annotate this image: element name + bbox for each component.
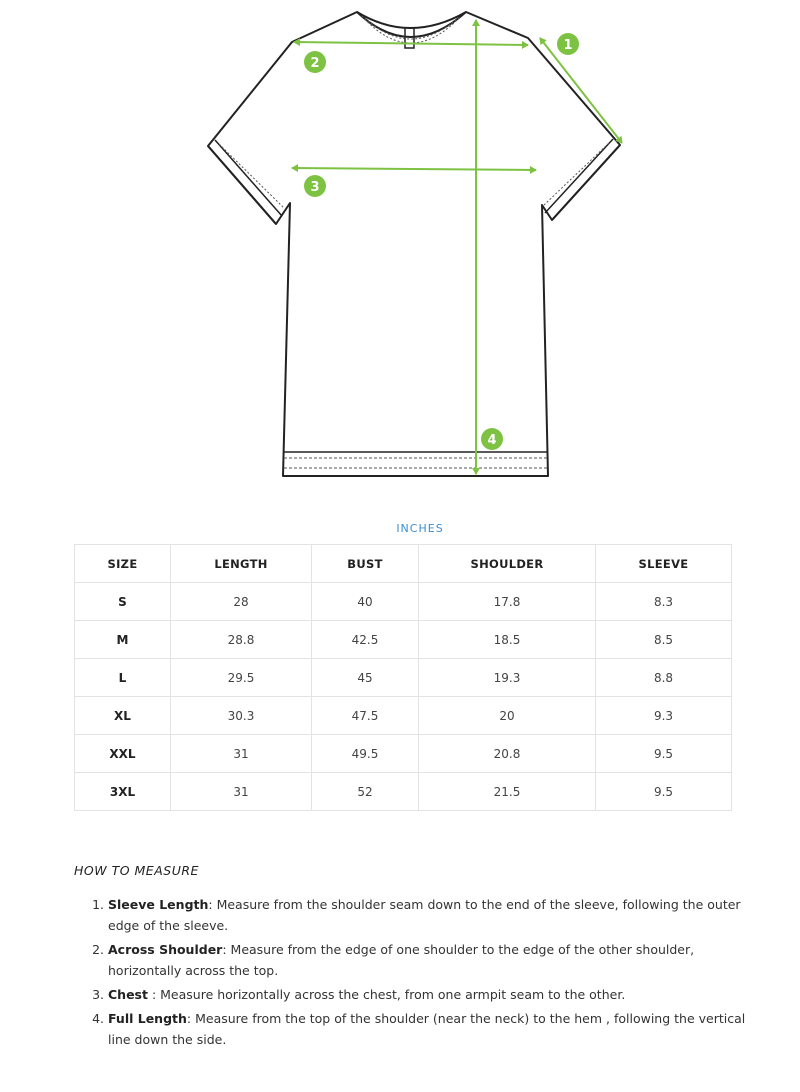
tshirt-diagram-svg	[0, 0, 800, 500]
size-cell: 3XL	[75, 773, 171, 811]
sleeve-cell: 9.5	[596, 773, 732, 811]
unit-label: INCHES	[396, 522, 444, 535]
step-term: Across Shoulder	[108, 942, 223, 957]
step-separator: :	[186, 1011, 196, 1026]
length-cell: 28.8	[171, 621, 312, 659]
header-sleeve: SLEEVE	[596, 545, 732, 583]
sleeve-cell: 8.8	[596, 659, 732, 697]
step-text: Measure from the edge of one shoulder to the edge of the other shoulder, horizontally across the top.	[108, 942, 695, 978]
header-length: LENGTH	[171, 545, 312, 583]
bust-cell: 47.5	[312, 697, 419, 735]
step-term: Sleeve Length	[108, 897, 209, 912]
marker-1-label: 1	[563, 38, 573, 53]
step-text: Measure from the shoulder seam down to the end of the sleeve, following the outer edge of the sleeve.	[108, 897, 741, 933]
step-term: Chest	[108, 987, 148, 1002]
how-to-measure-title: HOW TO MEASURE	[74, 863, 199, 878]
length-cell: 29.5	[171, 659, 312, 697]
step-text: Measure horizontally across the chest, from one armpit seam to the other.	[160, 987, 626, 1002]
size-chart-table	[74, 544, 732, 811]
size-cell: M	[75, 621, 171, 659]
bust-cell: 45	[312, 659, 419, 697]
table-row	[75, 621, 732, 659]
bust-cell: 40	[312, 583, 419, 621]
measure-steps-list	[74, 894, 758, 1053]
table-row	[75, 773, 732, 811]
table-row	[75, 583, 732, 621]
shoulder-cell: 17.8	[419, 583, 596, 621]
tshirt-outline	[208, 12, 620, 476]
sleeve-cell: 8.5	[596, 621, 732, 659]
list-item	[108, 984, 758, 1005]
sleeve-cell: 9.3	[596, 697, 732, 735]
marker-3	[304, 175, 326, 197]
marker-3-label: 3	[310, 180, 320, 195]
table-row	[75, 735, 732, 773]
length-cell: 31	[171, 773, 312, 811]
shoulder-cell: 18.5	[419, 621, 596, 659]
shoulder-cell: 19.3	[419, 659, 596, 697]
marker-4-label: 4	[487, 433, 497, 448]
step-term: Full Length	[108, 1011, 187, 1026]
tshirt-measurement-diagram	[0, 0, 800, 500]
length-cell: 30.3	[171, 697, 312, 735]
length-cell: 31	[171, 735, 312, 773]
marker-2-label: 2	[310, 56, 320, 71]
list-item	[108, 1008, 758, 1050]
size-cell: S	[75, 583, 171, 621]
header-bust: BUST	[312, 545, 419, 583]
table-header-row	[75, 545, 732, 583]
marker-1	[557, 33, 579, 55]
shoulder-cell: 20.8	[419, 735, 596, 773]
sleeve-cell: 8.3	[596, 583, 732, 621]
marker-4	[481, 428, 503, 450]
size-cell: L	[75, 659, 171, 697]
bust-cell: 49.5	[312, 735, 419, 773]
length-cell: 28	[171, 583, 312, 621]
bust-cell: 52	[312, 773, 419, 811]
step-separator: :	[147, 987, 161, 1002]
size-cell: XXL	[75, 735, 171, 773]
table-row	[75, 659, 732, 697]
step-separator: :	[222, 942, 231, 957]
bust-cell: 42.5	[312, 621, 419, 659]
shoulder-cell: 21.5	[419, 773, 596, 811]
table-row	[75, 697, 732, 735]
header-shoulder: SHOULDER	[419, 545, 596, 583]
list-item	[108, 939, 758, 981]
step-text: Measure from the top of the shoulder (near the neck) to the hem , following the vertical line down the side.	[108, 1011, 746, 1047]
shoulder-cell: 20	[419, 697, 596, 735]
step-separator: :	[208, 897, 217, 912]
sleeve-cell: 9.5	[596, 735, 732, 773]
list-item	[108, 894, 758, 936]
marker-2	[304, 51, 326, 73]
size-cell: XL	[75, 697, 171, 735]
header-size: SIZE	[75, 545, 171, 583]
